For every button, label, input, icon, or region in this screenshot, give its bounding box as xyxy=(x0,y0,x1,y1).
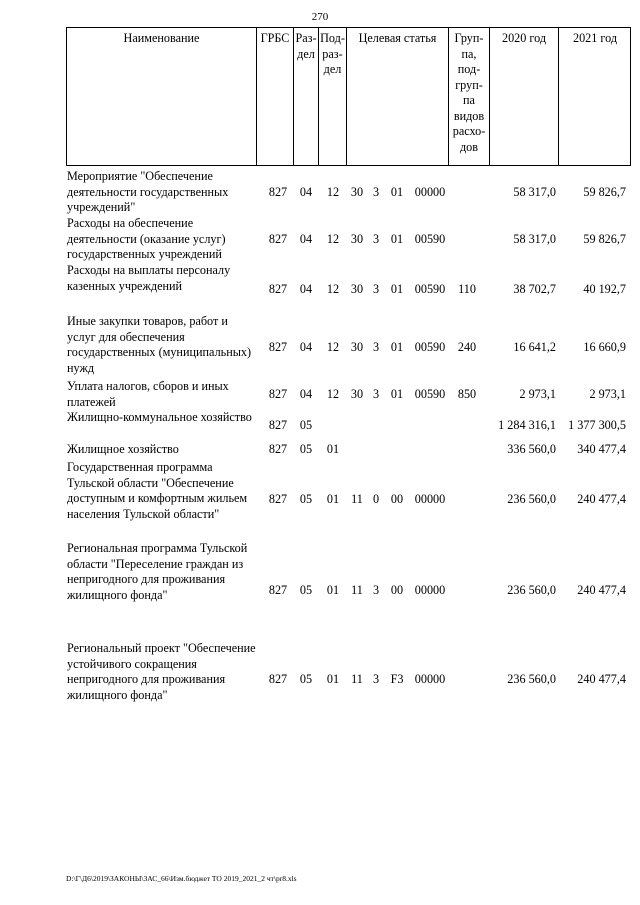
cell-cs2: 3 xyxy=(372,672,380,686)
cell-rz: 04 xyxy=(299,282,313,296)
cell-pr: 01 xyxy=(326,492,340,506)
cell-v2021: 240 477,4 xyxy=(577,492,626,506)
cell-pr: 12 xyxy=(326,340,340,354)
cell-cs3: 01 xyxy=(390,282,404,296)
cell-pr: 12 xyxy=(326,232,340,246)
cell-rz: 05 xyxy=(299,418,313,432)
cell-v2020: 1 284 316,1 xyxy=(498,418,556,432)
cell-cs1: 11 xyxy=(351,672,363,686)
cell-cs2: 3 xyxy=(372,185,380,199)
cell-cs4: 00000 xyxy=(414,492,446,506)
cell-cs3: 00 xyxy=(390,583,404,597)
cell-v2020: 2 973,1 xyxy=(519,387,556,401)
cell-cs1: 11 xyxy=(351,583,363,597)
header-podrazdel: Под- раз- дел xyxy=(320,31,345,76)
cell-cs2: 0 xyxy=(372,492,380,506)
cell-cs3: 01 xyxy=(390,340,404,354)
cell-v2021: 2 973,1 xyxy=(589,387,626,401)
row-name: Мероприятие "Обеспечение деятельности государственных учреждений" xyxy=(67,169,229,214)
cell-rz: 05 xyxy=(299,492,313,506)
cell-cs3: 01 xyxy=(390,387,404,401)
column-divider xyxy=(489,28,490,165)
cell-cs3: 01 xyxy=(390,232,404,246)
cell-cs4: 00590 xyxy=(414,387,446,401)
cell-pr: 12 xyxy=(326,185,340,199)
column-divider xyxy=(256,28,257,165)
cell-grbs: 827 xyxy=(268,672,288,686)
cell-rz: 04 xyxy=(299,232,313,246)
cell-vr: 240 xyxy=(457,340,477,354)
cell-cs1: 30 xyxy=(350,185,364,199)
header-target-article: Целевая статья xyxy=(358,31,437,45)
cell-cs4: 00000 xyxy=(414,583,446,597)
row-name: Уплата налогов, сборов и иных платежей xyxy=(67,379,229,409)
cell-grbs: 827 xyxy=(268,492,288,506)
header-grbs: ГРБС xyxy=(260,31,290,45)
cell-v2021: 59 826,7 xyxy=(583,185,626,199)
cell-grbs: 827 xyxy=(268,418,288,432)
cell-cs3: 01 xyxy=(390,185,404,199)
cell-grbs: 827 xyxy=(268,282,288,296)
table-header xyxy=(66,27,631,166)
cell-cs2: 3 xyxy=(372,282,380,296)
cell-cs4: 00000 xyxy=(414,185,446,199)
cell-cs1: 11 xyxy=(351,492,363,506)
cell-pr: 01 xyxy=(326,672,340,686)
cell-cs2: 3 xyxy=(372,340,380,354)
row-name: Государственная программа Тульской области "Обеспечение доступным и комфортным жильем населения Тульской области" xyxy=(67,460,248,521)
cell-cs1: 30 xyxy=(350,232,364,246)
cell-cs1: 30 xyxy=(350,340,364,354)
cell-grbs: 827 xyxy=(268,185,288,199)
column-divider xyxy=(346,28,347,165)
cell-v2020: 236 560,0 xyxy=(507,672,556,686)
cell-v2020: 58 317,0 xyxy=(513,232,556,246)
header-razdel: Раз- дел xyxy=(295,31,317,61)
cell-cs1: 30 xyxy=(350,282,364,296)
cell-cs3: 00 xyxy=(390,492,404,506)
cell-grbs: 827 xyxy=(268,583,288,597)
cell-v2020: 16 641,2 xyxy=(513,340,556,354)
cell-v2021: 1 377 300,5 xyxy=(568,418,626,432)
cell-v2020: 236 560,0 xyxy=(507,492,556,506)
column-divider xyxy=(558,28,559,165)
cell-v2020: 336 560,0 xyxy=(507,442,556,456)
cell-v2020: 58 317,0 xyxy=(513,185,556,199)
cell-v2021: 40 192,7 xyxy=(583,282,626,296)
row-name: Расходы на обеспечение деятельности (оказание услуг) государственных учреждений xyxy=(67,216,226,261)
cell-cs2: 3 xyxy=(372,387,380,401)
cell-grbs: 827 xyxy=(268,340,288,354)
cell-pr: 12 xyxy=(326,387,340,401)
cell-rz: 05 xyxy=(299,442,313,456)
cell-pr: 01 xyxy=(326,442,340,456)
cell-vr: 110 xyxy=(458,282,476,296)
cell-grbs: 827 xyxy=(268,442,288,456)
cell-cs2: 3 xyxy=(372,232,380,246)
cell-grbs: 827 xyxy=(268,387,288,401)
cell-v2020: 38 702,7 xyxy=(513,282,556,296)
cell-cs4: 00590 xyxy=(414,340,446,354)
row-name: Региональный проект "Обеспечение устойчивого сокращения непригодного для проживания жилищного фонда" xyxy=(67,641,256,702)
header-name: Наименование xyxy=(123,31,200,45)
row-name: Региональная программа Тульской области "Переселение граждан из непригодного для проживания жилищного фонда" xyxy=(67,541,248,602)
cell-rz: 05 xyxy=(299,583,313,597)
row-name: Жилищно-коммунальное хозяйство xyxy=(67,410,252,424)
cell-v2021: 240 477,4 xyxy=(577,672,626,686)
header-2020: 2020 год xyxy=(501,31,547,45)
cell-rz: 05 xyxy=(299,672,313,686)
header-expense-group: Груп- па, под- груп- па видов расхо- дов xyxy=(452,31,486,154)
cell-pr: 01 xyxy=(326,583,340,597)
cell-v2021: 340 477,4 xyxy=(577,442,626,456)
cell-cs4: 00590 xyxy=(414,232,446,246)
cell-cs2: 3 xyxy=(372,583,380,597)
cell-cs4: 00000 xyxy=(414,672,446,686)
row-name: Расходы на выплаты персоналу казенных учреждений xyxy=(67,263,231,293)
cell-rz: 04 xyxy=(299,387,313,401)
cell-v2021: 16 660,9 xyxy=(583,340,626,354)
cell-grbs: 827 xyxy=(268,232,288,246)
row-name: Жилищное хозяйство xyxy=(67,442,179,456)
row-name: Иные закупки товаров, работ и услуг для обеспечения государственных (муниципальных) нужд xyxy=(67,314,252,375)
cell-v2021: 240 477,4 xyxy=(577,583,626,597)
cell-pr: 12 xyxy=(326,282,340,296)
page-number: 270 xyxy=(311,11,329,23)
cell-v2020: 236 560,0 xyxy=(507,583,556,597)
cell-cs4: 00590 xyxy=(414,282,446,296)
cell-v2021: 59 826,7 xyxy=(583,232,626,246)
header-2021: 2021 год xyxy=(572,31,618,45)
cell-cs3: F3 xyxy=(390,672,404,686)
cell-vr: 850 xyxy=(457,387,477,401)
file-path-footer: D:\Г\Д6\2019\ЗАКОНЫ\ЗАС_66\Изм.бюджет ТО 2019_2021_2 чт\pr8.xls xyxy=(66,874,297,883)
cell-rz: 04 xyxy=(299,340,313,354)
cell-rz: 04 xyxy=(299,185,313,199)
cell-cs1: 30 xyxy=(350,387,364,401)
